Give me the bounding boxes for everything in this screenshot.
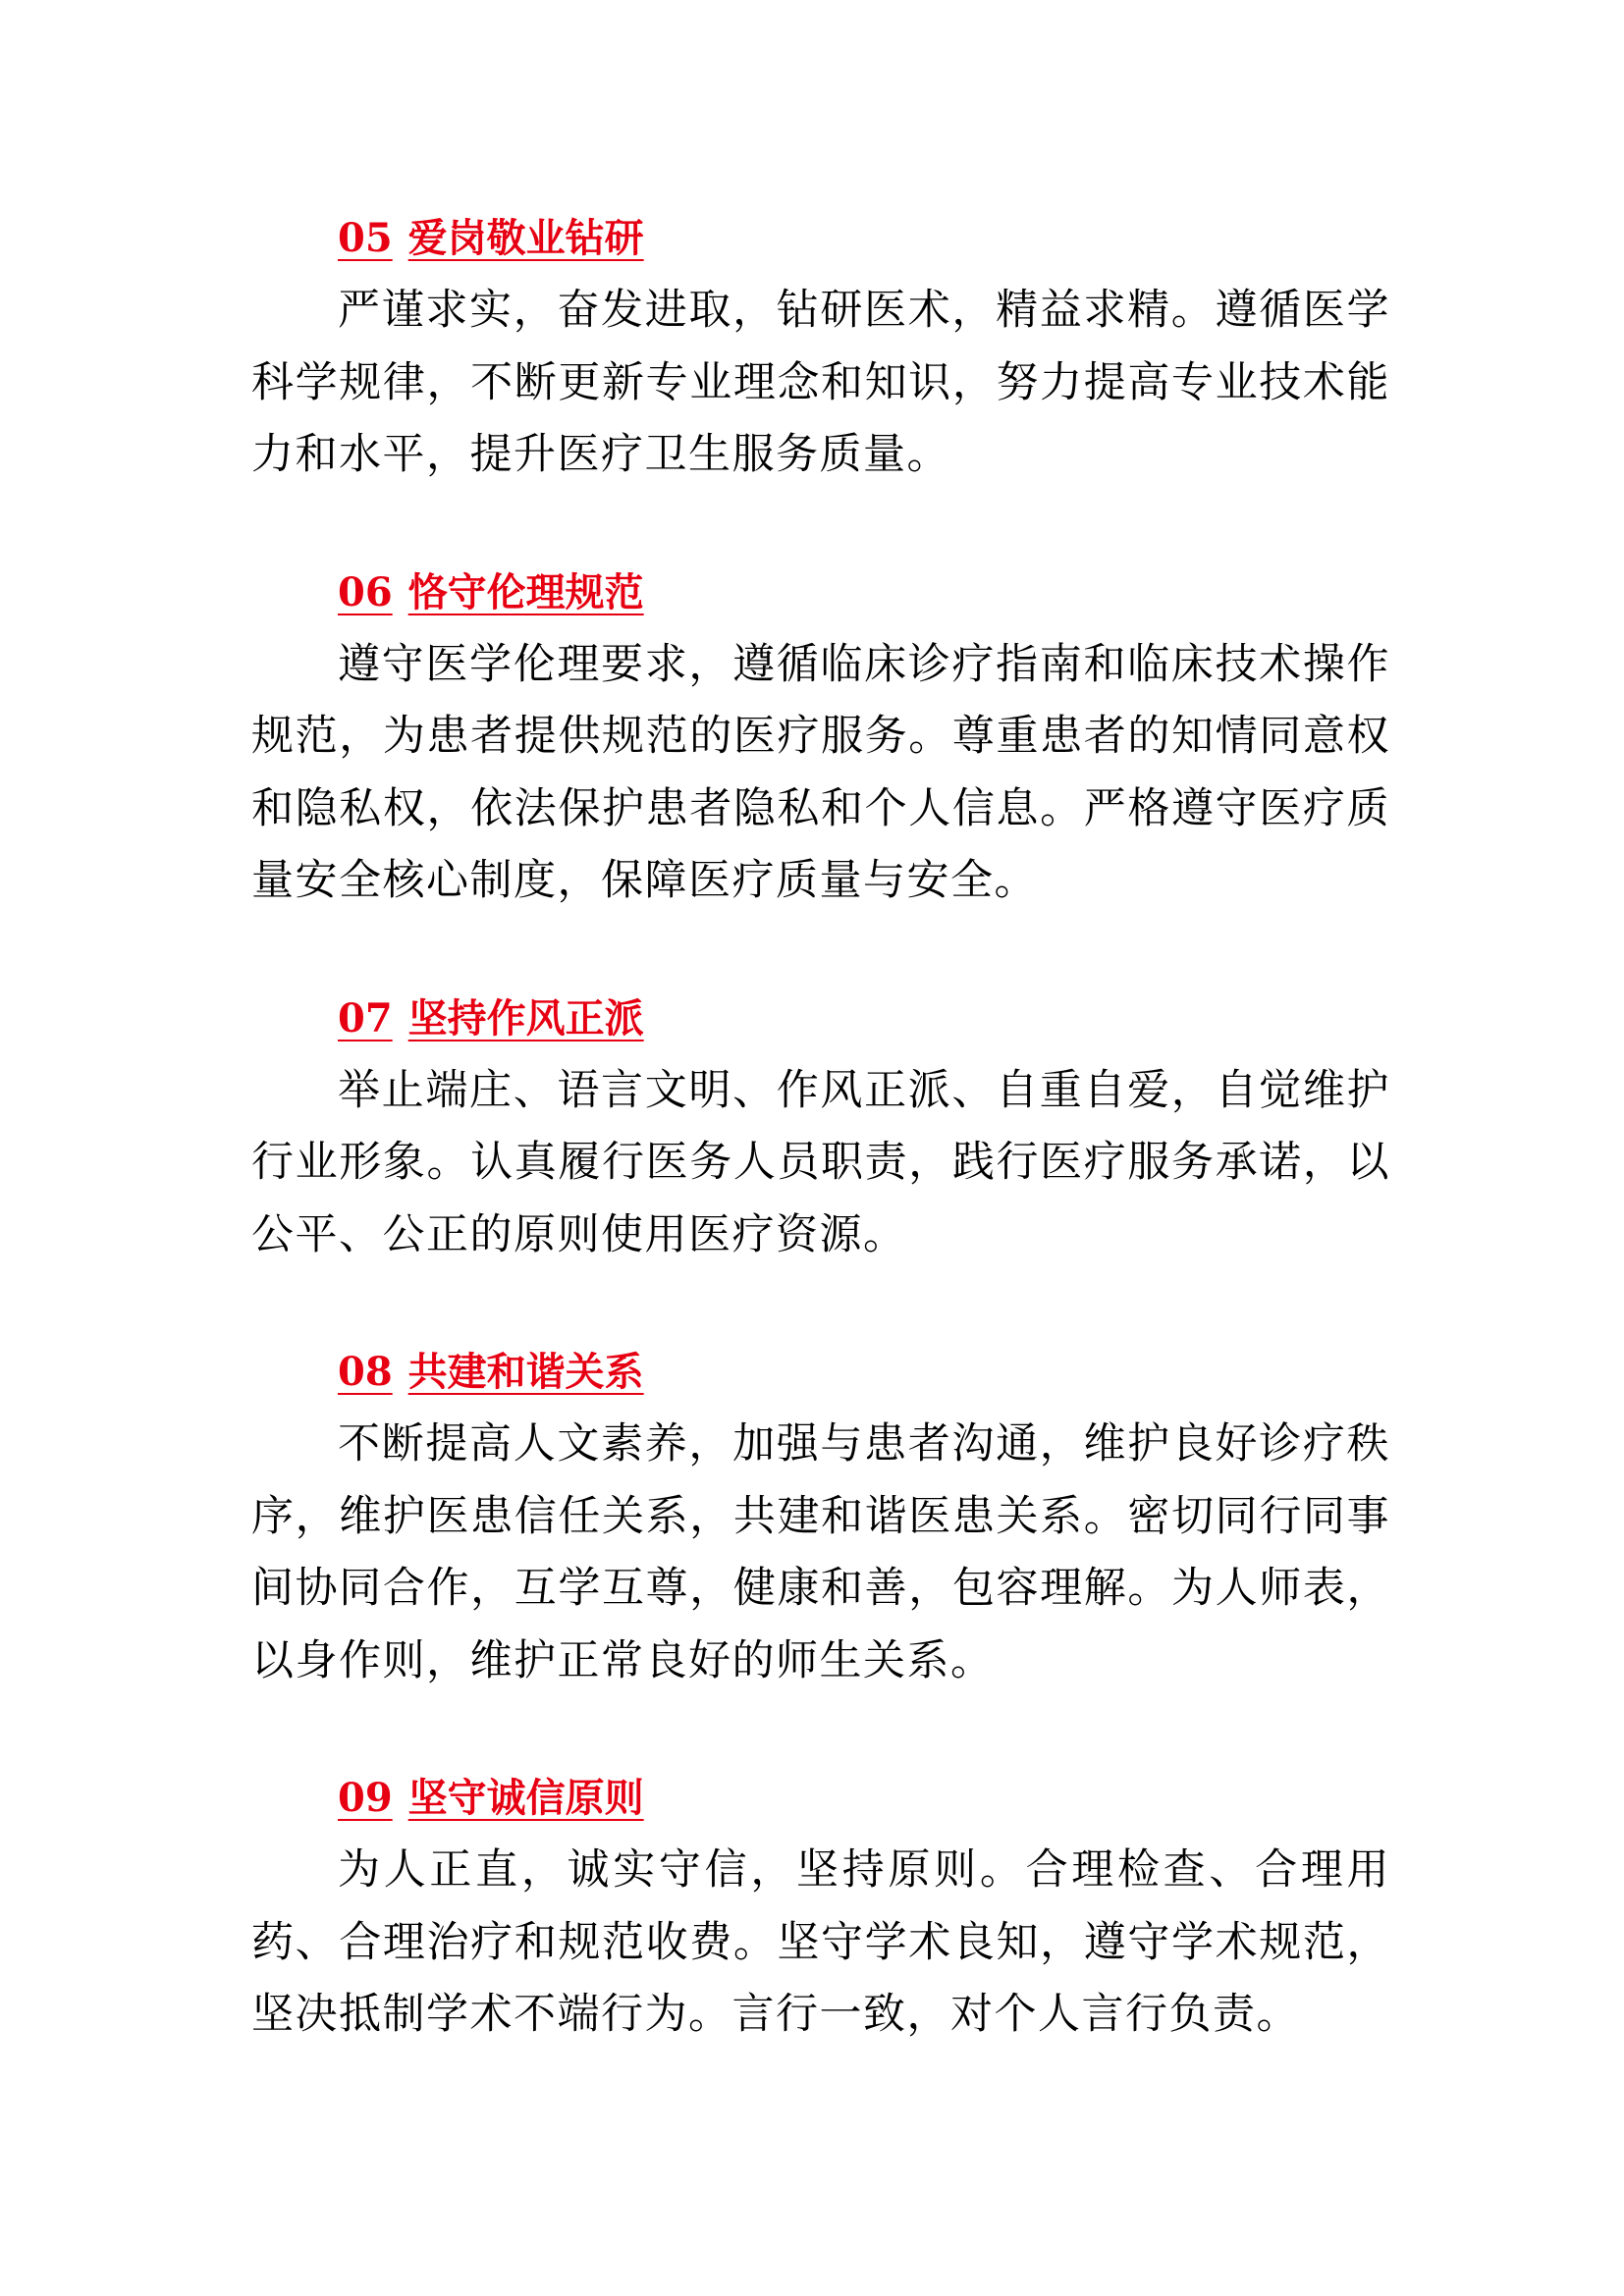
section-body: 遵守医学伦理要求，遵循临床诊疗指南和临床技术操作规范，为患者提供规范的医疗服务。尊重患者的知情同意权和隐私权，依法保护患者隐私和个人信息。严格遵守医疗质量安全核心制度，保障医疗质量与安全。	[251, 639, 1390, 905]
section-spacer	[251, 918, 1390, 983]
section-body: 举止端庄、语言文明、作风正派、自重自爱，自觉维护行业形象。认真履行医务人员职责，践行医疗服务承诺，以公平、公正的原则使用医疗资源。	[251, 1065, 1390, 1259]
section-number: 08	[338, 1349, 393, 1395]
section-heading	[251, 202, 1390, 275]
section-body: 严谨求实，奋发进取，钻研医术，精益求精。遵循医学科学规律，不断更新专业理念和知识，努力提高专业技术能力和水平，提升医疗卫生服务质量。	[251, 286, 1390, 479]
document-page	[251, 202, 1390, 2052]
section-heading	[251, 1762, 1390, 1835]
section-heading	[251, 1336, 1390, 1409]
section-05	[251, 202, 1390, 492]
section-08	[251, 1336, 1390, 1697]
section-spacer	[251, 1697, 1390, 1762]
section-number: 09	[338, 1775, 393, 1821]
section-title: 恪守伦理规范	[407, 568, 644, 615]
section-body: 为人正直，诚实守信，坚持原则。合理检查、合理用药、合理治疗和规范收费。坚守学术良知，遵守学术规范，坚决抵制学术不端行为。言行一致，对个人言行负责。	[251, 1845, 1390, 2039]
section-spacer	[251, 492, 1390, 557]
section-title: 共建和谐关系	[407, 1349, 644, 1395]
section-number: 06	[338, 568, 393, 615]
section-number: 05	[338, 215, 393, 261]
section-spacer	[251, 1271, 1390, 1336]
section-title: 坚持作风正派	[407, 994, 644, 1041]
section-09	[251, 1762, 1390, 2052]
section-title: 爱岗敬业钻研	[407, 215, 644, 261]
section-heading	[251, 557, 1390, 629]
section-07	[251, 983, 1390, 1272]
section-06	[251, 557, 1390, 918]
section-heading	[251, 983, 1390, 1055]
section-number: 07	[338, 994, 393, 1041]
section-body: 不断提高人文素养，加强与患者沟通，维护良好诊疗秩序，维护医患信任关系，共建和谐医患关系。密切同行同事间协同合作，互学互尊，健康和善，包容理解。为人师表，以身作则，维护正常良好的师生关系。	[251, 1419, 1390, 1685]
section-title: 坚守诚信原则	[407, 1775, 644, 1821]
